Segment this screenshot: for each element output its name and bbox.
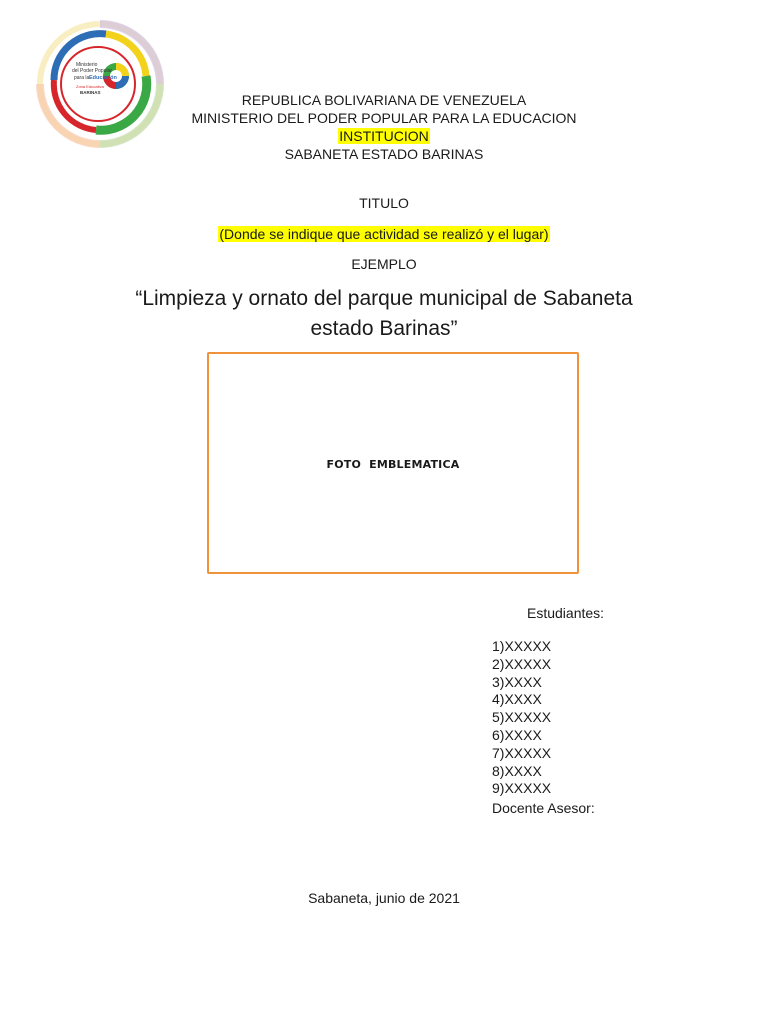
student-item: 1)XXXXX [492, 638, 552, 654]
student-item: 8)XXXX [492, 762, 542, 779]
logo-text-line4: Zona Educativa [76, 84, 104, 89]
title-label: TITULO [359, 195, 409, 211]
photo-label: FOTO EMBLEMATICA [326, 458, 460, 471]
student-item: 9)XXXXX [492, 780, 552, 797]
header-location: SABANETA ESTADO BARINAS [284, 146, 484, 162]
place-date: Sabaneta, junio de 2021 [308, 890, 460, 906]
example-label: EJEMPLO [351, 256, 417, 272]
advisor-label: Docente Asesor: [492, 800, 595, 816]
student-item: 7)XXXXX [492, 744, 552, 761]
student-item: 4)XXXX [492, 691, 542, 708]
logo-text-line5: BARINAS [80, 90, 101, 95]
photo-placeholder [207, 352, 579, 574]
logo-text-line3: para la [74, 75, 90, 81]
header-ministry: MINISTERIO DEL PODER POPULAR PARA LA EDUCACION [191, 110, 577, 126]
student-item: 2)XXXXX [492, 655, 552, 672]
example-title-line2: estado Barinas” [310, 317, 458, 340]
student-item: 6)XXXX [492, 726, 542, 743]
student-item: 3)XXXX [492, 673, 542, 690]
logo-text-line1: Ministerio [76, 62, 98, 68]
header-institution: INSTITUCION [339, 128, 429, 144]
title-instruction: (Donde se indique que actividad se realizó y el lugar) [219, 226, 549, 242]
title-instruction-wrap [0, 225, 768, 243]
example-title-line1: “Limpieza y ornato del parque municipal de Sabaneta [135, 287, 633, 310]
logo-text-line2: del Poder Popular [72, 68, 113, 74]
students-list [492, 638, 551, 798]
student-item: 5)XXXXX [492, 709, 552, 726]
header-country: REPUBLICA BOLIVARIANA DE VENEZUELA [241, 92, 527, 108]
students-title: Estudiantes: [527, 605, 605, 621]
header-institution-wrap [0, 127, 768, 145]
example-title [84, 284, 684, 344]
logo-text-line3b: Educación [89, 75, 117, 81]
